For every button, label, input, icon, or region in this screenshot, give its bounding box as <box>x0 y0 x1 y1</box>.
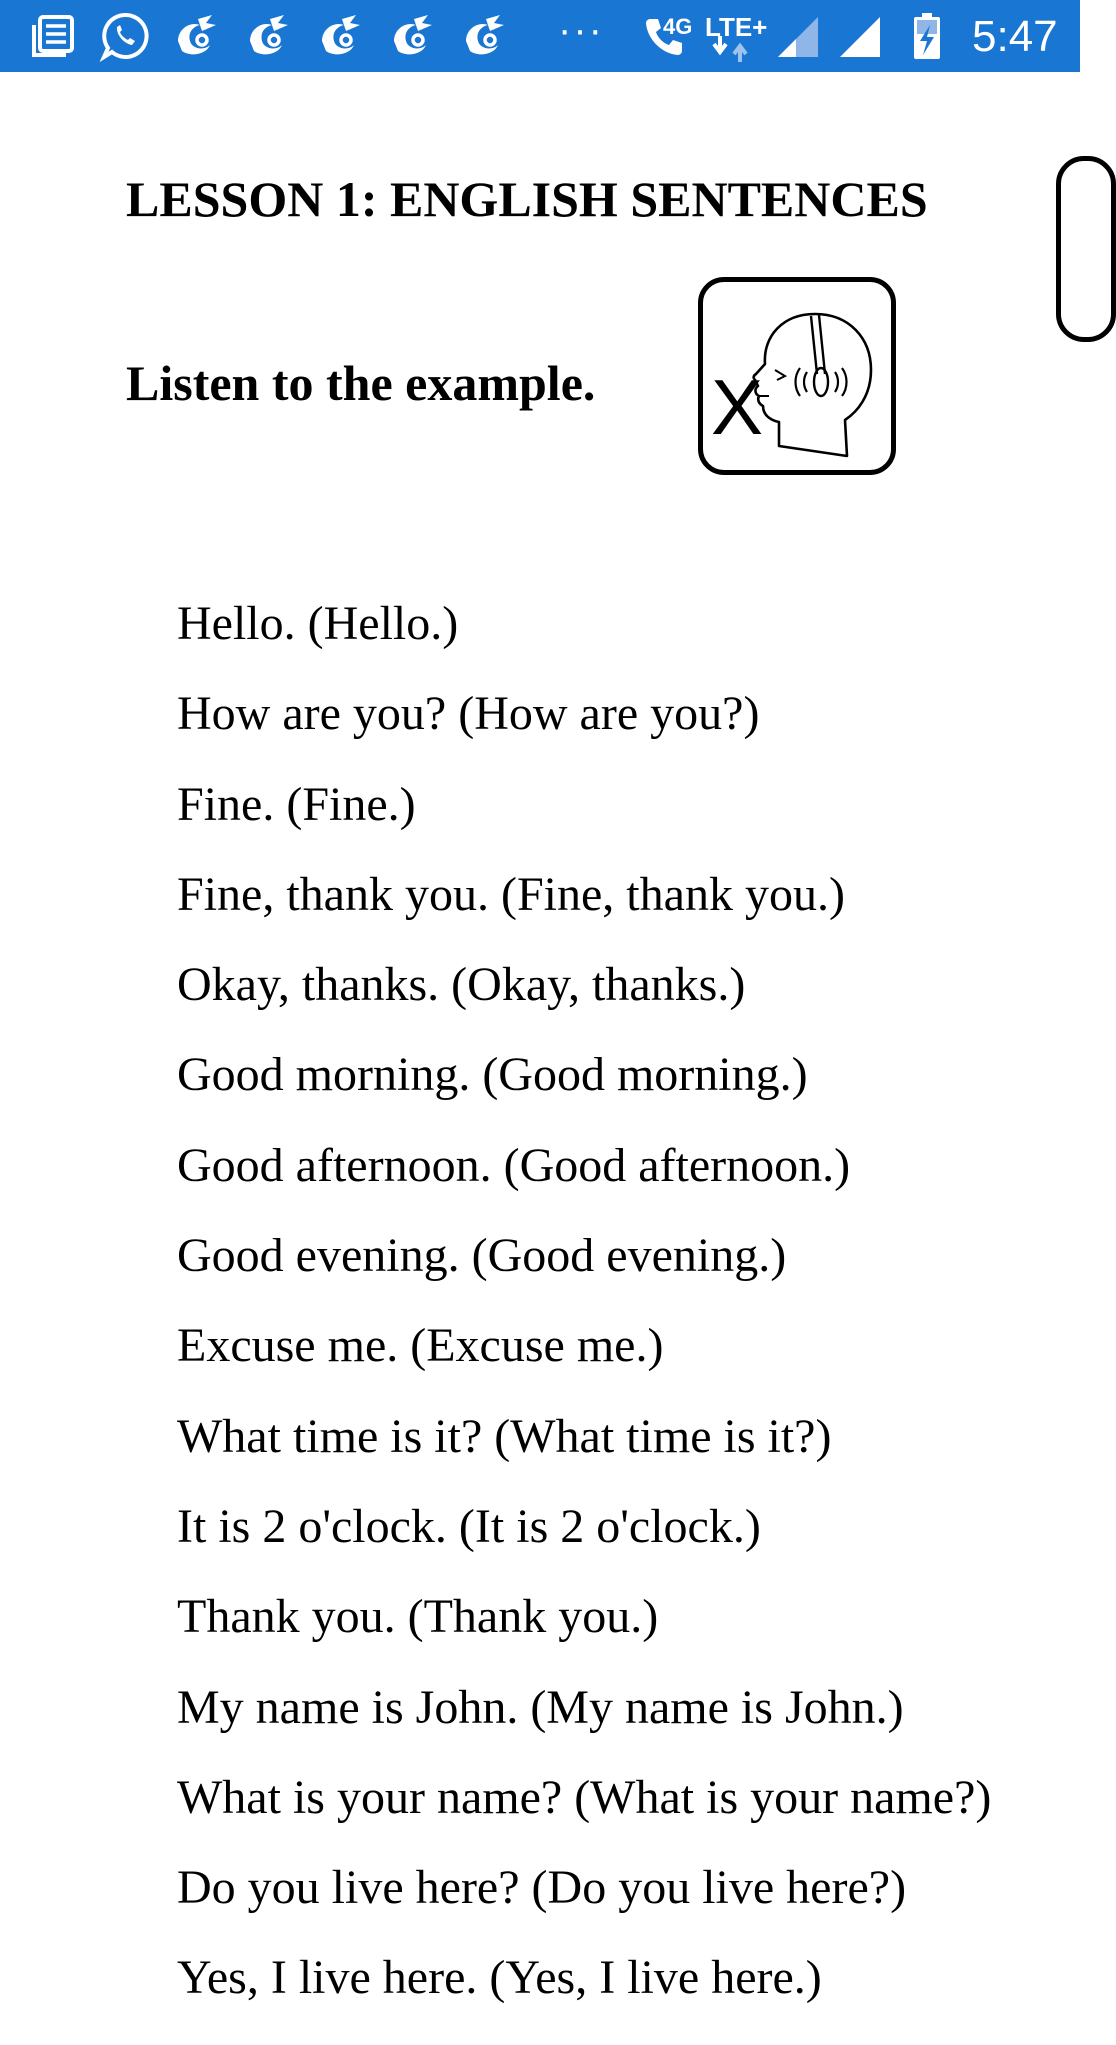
sentence-line: Excuse me. (Excuse me.) <box>177 1319 664 1373</box>
sentence-line: How are you? (How are you?) <box>177 687 760 741</box>
sentence-line: Okay, thanks. (Okay, thanks.) <box>177 958 746 1012</box>
status-bar <box>0 0 1080 72</box>
sentence-line: Good morning. (Good morning.) <box>177 1048 808 1102</box>
network-lte-label: LTE+ <box>705 12 768 42</box>
news-icon <box>28 11 78 61</box>
sentence-line: My name is John. (My name is John.) <box>177 1680 904 1734</box>
signal-icon <box>836 11 886 61</box>
sentence-line: Do you live here? (Do you live here?) <box>177 1861 907 1915</box>
sentence-line: Fine. (Fine.) <box>177 777 416 831</box>
signal-icon <box>774 11 824 61</box>
uc-browser-icon <box>172 11 222 61</box>
sentence-line: Hello. (Hello.) <box>177 597 459 650</box>
instruction-text: Listen to the example. <box>126 355 596 411</box>
uc-browser-icon <box>388 11 438 61</box>
sentence-line: Good afternoon. (Good afternoon.) <box>177 1138 851 1192</box>
adjacent-page-edge[interactable] <box>1056 156 1116 342</box>
sentence-line: Yes, I live here. (Yes, I live here.) <box>177 1951 822 2005</box>
sentence-line: Fine, thank you. (Fine, thank you.) <box>177 867 845 921</box>
sentence-line: What is your name? (What is your name?) <box>177 1770 992 1824</box>
uc-browser-icon <box>244 11 294 61</box>
network-4g-label: 4G <box>663 14 693 39</box>
sentence-line: Thank you. (Thank you.) <box>177 1590 659 1644</box>
document-page[interactable] <box>0 72 1080 2005</box>
lesson-title: LESSON 1: ENGLISH SENTENCES <box>126 171 928 227</box>
more-notifications-dots: ··· <box>558 8 604 52</box>
clock-time: 5:47 <box>972 12 1058 61</box>
listen-icon-label: X <box>711 363 764 451</box>
sentence-line: It is 2 o'clock. (It is 2 o'clock.) <box>177 1499 761 1553</box>
sentence-line: What time is it? (What time is it?) <box>177 1409 832 1463</box>
sentence-list <box>177 597 992 2045</box>
data-arrows-icon <box>712 36 752 62</box>
listen-audio-button[interactable] <box>698 277 896 475</box>
uc-browser-icon <box>316 11 366 61</box>
uc-browser-icon <box>460 11 510 61</box>
sentence-line: Good evening. (Good evening.) <box>177 1229 787 1283</box>
battery-charging-icon <box>902 11 952 61</box>
whatsapp-icon <box>100 11 150 61</box>
